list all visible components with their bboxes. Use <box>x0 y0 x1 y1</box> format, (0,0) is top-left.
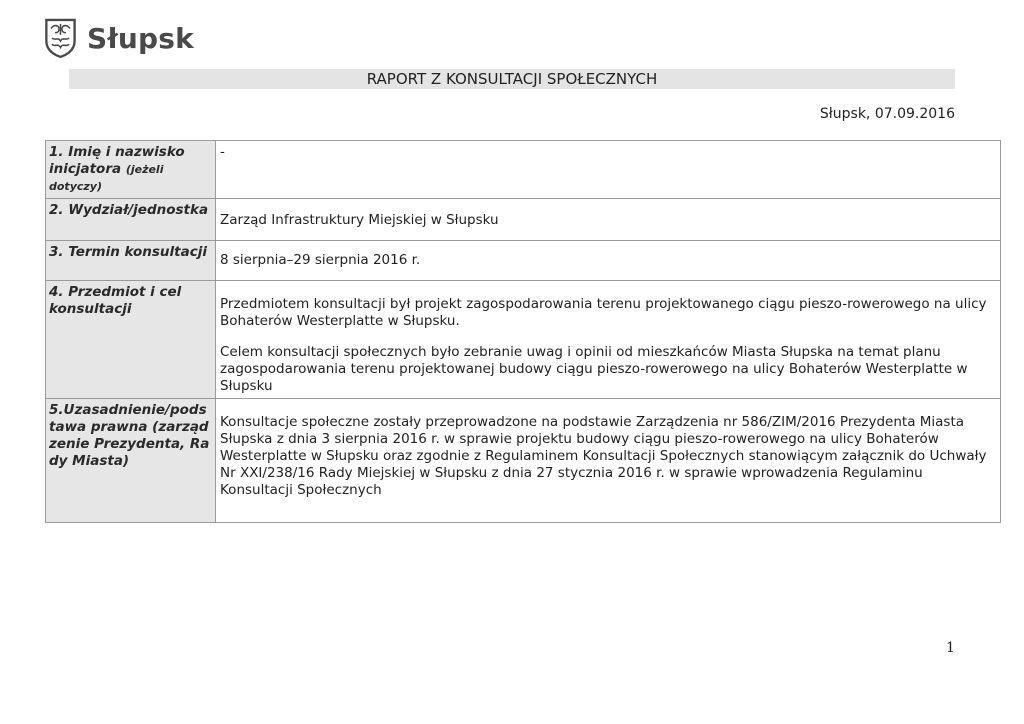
table-row <box>46 281 1001 399</box>
place-date: Słupsk, 07.09.2016 <box>819 106 955 122</box>
row-value-text: 8 sierpnia–29 sierpnia 2016 r. <box>220 252 421 268</box>
row-label-legal-basis: 5.Uzasadnienie/podstawa prawna (zarządzenie Prezydenta, Rady Miasta) <box>46 399 216 523</box>
page-number: 1 <box>946 640 955 656</box>
row-label-term: 3. Termin konsultacji <box>46 241 216 281</box>
row-label-initiator <box>46 141 216 199</box>
row-value-initiator: - <box>216 141 1001 199</box>
row-value-department <box>216 199 1001 241</box>
table-row <box>46 199 1001 241</box>
row-value-term <box>216 241 1001 281</box>
row-value-legal-basis <box>216 399 1001 523</box>
row-label-text: 1. Imię i nazwisko inicjatora <box>49 144 185 177</box>
subject-paragraph: Przedmiotem konsultacji był projekt zagospodarowania terenu projektowanego ciągu pieszo-rowerowego na ulicy Bohaterów Westerplatte w Słupsku. <box>220 296 987 329</box>
crest-icon <box>44 12 77 64</box>
consultation-table <box>45 140 1001 523</box>
header-logo <box>44 10 194 66</box>
table-row <box>46 241 1001 281</box>
row-label-department: 2. Wydział/jednostka <box>46 199 216 241</box>
row-label-note: (jeżeli dotyczy) <box>49 163 164 193</box>
report-title: RAPORT Z KONSULTACJI SPOŁECZNYCH <box>69 69 955 89</box>
table-row <box>46 141 1001 199</box>
goal-paragraph: Celem konsultacji społecznych było zebranie uwag i opinii od mieszkańców Miasta Słupska na temat planu zagospodarowania terenu projektowanej budowy ciągu pieszo-rowerowego na ulicy Bohaterów Westerplatte w Słupsku <box>220 344 968 394</box>
row-value-text: Zarząd Infrastruktury Miejskiej w Słupsku <box>220 212 499 228</box>
row-label-subject: 4. Przedmiot i cel konsultacji <box>46 281 216 399</box>
legal-basis-paragraph: Konsultacje społeczne zostały przeprowadzone na podstawie Zarządzenia nr 586/ZIM/2016 Prezydenta Miasta Słupska z dnia 3 sierpnia 2016 r. w sprawie projektu budowy ciągu pieszo-rowerowego na ulicy Bohaterów Westerplatte w Słupsku oraz zgodnie z Regulaminem Konsultacji Społecznych stanowiącym załącznik do Uchwały Nr XXI/238/16 Rady Miejskiej w Słupsku z dnia 27 stycznia 2016 r. w sprawie wprowadzenia Regulaminu Konsultacji Społecznych <box>220 414 987 498</box>
table-row <box>46 399 1001 523</box>
logo-text: Słupsk <box>86 21 194 55</box>
row-value-subject <box>216 281 1001 399</box>
